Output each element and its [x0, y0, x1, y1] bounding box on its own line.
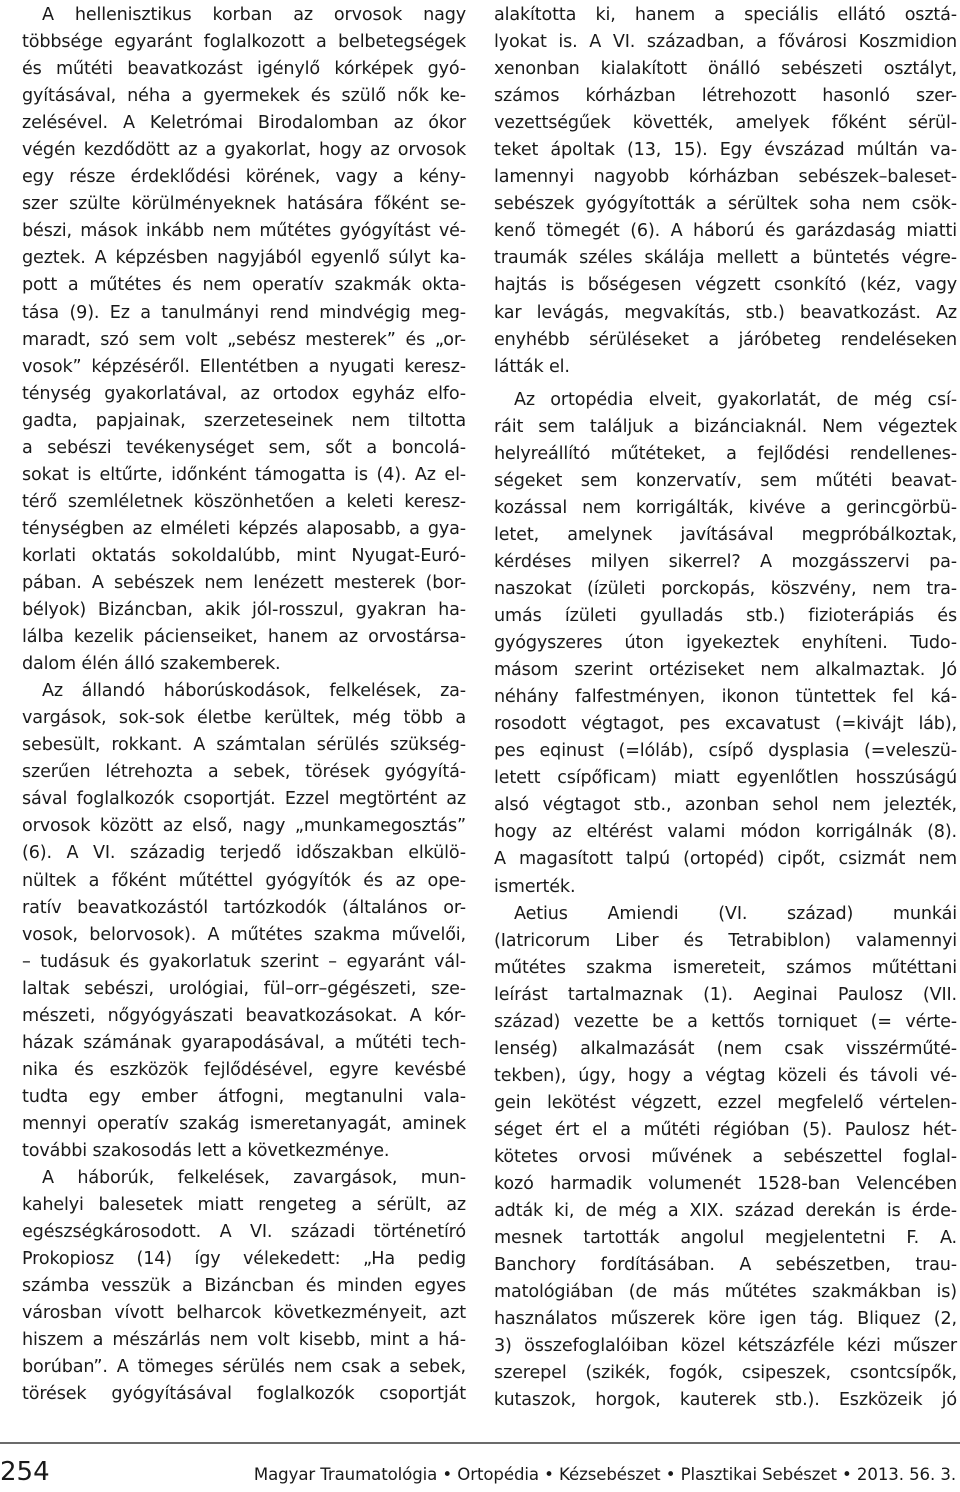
- text-line: szerepel (szikék, fogók, csipeszek, csontcsípők,: [494, 1363, 957, 1384]
- text-line: naszokat (ízületi porckopás, köszvény, nem tra-: [494, 578, 957, 599]
- text-line: ráit sem találjuk a bizánciaknál. Nem végeztek: [494, 416, 957, 437]
- text-line: szer szülte körülményeknek hatására főként se-: [22, 194, 466, 215]
- text-line: tudta egy ember átfogni, megtanulni vala-: [22, 1086, 466, 1107]
- text-line: xenonban kialakított önálló sebészeti osztályt,: [494, 59, 957, 80]
- left-text-column: [22, 0, 466, 1406]
- text-line: számba vesszük a Bizáncban és minden egyes: [22, 1276, 466, 1297]
- text-line: letet, amelynek javításával megpróbálkoztak,: [494, 524, 957, 545]
- text-line: letett csípőficam) miatt egyenlőtlen hosszúságú: [494, 768, 957, 789]
- text-line: néhány falfestményen, ikonon tüntettek fel ká-: [494, 687, 957, 708]
- text-line: Az ortopédia elveit, gyakorlatát, de még csí-: [514, 389, 957, 410]
- text-line: sával foglalkozók csoportját. Ezzel megtörtént az: [22, 789, 466, 810]
- text-line: sebesült, rokkant. A számtalan sérülés szükség-: [22, 735, 466, 756]
- text-line: kozással nem korrigálták, kivéve a gerincgörbü-: [494, 497, 957, 518]
- text-line: séget ért el a műtéti régióban (5). Paulosz hét-: [494, 1119, 957, 1140]
- text-line: házak számának gyarapodásával, a műtéti tech-: [22, 1032, 466, 1053]
- text-line: nika és eszközök fejlődésével, egyre kevésbé: [22, 1059, 466, 1080]
- text-line: ratív beavatkozástól tartózkodók (általános or-: [22, 897, 466, 918]
- text-line: laltak sebészi, urológiai, fül–orr–gégészeti, sze-: [22, 978, 466, 999]
- text-line: térő szemléletnek köszönhetően a keleti keresz-: [22, 491, 466, 512]
- text-line: Prokopiosz (14) így vélekedett: „Ha pedig: [22, 1249, 466, 1270]
- text-line: adták ki, de még a XIX. század derekán is érde-: [494, 1201, 957, 1222]
- text-line: sebészek gyógyították a sérültek soha nem csök-: [494, 194, 957, 215]
- text-line: traumák széles skálája mellett a büntetés végre-: [494, 248, 957, 269]
- text-line: vargások, sok-sok életbe kerültek, még több a: [22, 708, 466, 729]
- page-number: 254: [0, 1457, 50, 1487]
- text-line: (6). A VI. századig terjedő időszakban elkülö-: [22, 843, 466, 864]
- text-line: (Iatricorum Liber és Tetrabiblon) valamennyi: [494, 930, 957, 951]
- text-line: A magasított talpú (ortopéd) cipőt, csizmát nem: [494, 849, 957, 870]
- text-line: Az állandó háborúskodások, felkelések, za-: [42, 681, 466, 702]
- text-line: korlati oktatás sokoldalúbb, mint Nyugat-Euró-: [22, 545, 466, 566]
- right-text-column: [494, 0, 957, 1412]
- text-line: alsó végtagot stb., azonban sehol nem jelezték,: [494, 795, 957, 816]
- text-line: műtétes szakma ismereteit, számos műtéttani: [494, 957, 957, 978]
- text-line: lenség) alkalmazását (nem csak visszérműté-: [494, 1038, 957, 1059]
- text-line: végén kezdődött az a gyakorlat, hogy az orvosok: [22, 140, 466, 161]
- text-line: kozó harmadik volumenét 1528-ban Velencében: [494, 1174, 957, 1195]
- text-line: vosok, belorvosok). A műtétes szakma művelői,: [22, 924, 466, 945]
- text-line: teket ápoltak (13, 15). Egy évszázad múltán va-: [494, 140, 957, 161]
- text-line: kar levágás, megvakítás, stb.) beavatkozást. Az: [494, 302, 957, 323]
- text-line: további szakosodás lett a következménye.: [22, 1140, 390, 1161]
- text-line: tása (9). Ez a tanulmányi rend mindvégig meg-: [22, 302, 466, 323]
- text-line: kérdéses milyen sikerrel? A mozgásszervi pa-: [494, 551, 957, 572]
- text-line: pában. A sebészek nem lenézett mesterek (bor-: [22, 572, 466, 593]
- text-line: hogy az eltérést valami módon korrigálnák (8).: [494, 822, 957, 843]
- text-line: szerűen létrehozta a sebek, törések gyógyítá-: [22, 762, 466, 783]
- text-line: nültek a főként műtéttel gyógyítók és az ope-: [22, 870, 466, 891]
- text-line: dalom élén álló szakemberek.: [22, 654, 281, 675]
- text-line: A háborúk, felkelések, zavargások, mun-: [42, 1168, 466, 1189]
- text-line: lálba kezelik pácienseiket, hanem az orvostársa-: [22, 627, 466, 648]
- text-line: mennyi operatív szakág ismeretanyagát, aminek: [22, 1113, 466, 1134]
- text-line: kahelyi balesetek miatt rengeteg a sérült, az: [22, 1195, 466, 1216]
- text-line: enyhébb sérüléseket a járóbeteg rendeléseken: [494, 329, 957, 350]
- text-line: helyreállító műtéteket, a fejlődési rendellenes-: [494, 443, 957, 464]
- text-line: kötetes orvosi művének a sebészettel foglal-: [494, 1146, 957, 1167]
- text-line: leírást tartalmaznak (1). Aeginai Paulosz (VII.: [494, 984, 957, 1005]
- footer-rule: [0, 1442, 960, 1444]
- text-line: városban vívott belharcok következményeit, azt: [22, 1303, 466, 1324]
- text-line: geztek. A képzésben nagyjából egyenlő súlyt ka-: [22, 248, 466, 269]
- text-line: borúban”. A tömeges sérülés nem csak a sebek,: [22, 1357, 466, 1378]
- text-line: vosok” képzéséről. Ellentétben a nyugati keresz-: [22, 356, 466, 377]
- text-line: ténységben az elméleti képzés alaposabb, a gya-: [22, 518, 466, 539]
- text-line: gyógyszeres úton igyekeztek enyhíteni. Tudo-: [494, 633, 957, 654]
- text-line: mesnek tartották angolul megjelentetni F. A.: [494, 1228, 957, 1249]
- text-line: mészeti, nőgyógyászati beavatkozásokat. A kór-: [22, 1005, 466, 1026]
- text-line: alakította ki, hanem a speciális ellátó osztá-: [494, 5, 957, 25]
- text-line: pes eqinust (=lóláb), csípő dysplasia (=veleszü-: [494, 741, 957, 762]
- text-line: maradt, szó sem volt „sebész mesterek” és „or-: [22, 329, 466, 350]
- text-line: kutaszok, horgok, kauterek stb.). Eszközeik jó: [494, 1390, 957, 1411]
- text-line: bélyok) Bizáncban, akik jól-rosszul, gyakran ha-: [22, 600, 466, 621]
- text-line: Banchory fordításában. A sebészetben, trau-: [494, 1255, 957, 1276]
- text-line: ténység gyakorlatával, az ortodox egyház elfo-: [22, 383, 466, 404]
- text-line: a sebészi tevékenységet sem, sőt a boncolá-: [22, 437, 466, 458]
- text-line: egészségkárosodott. A VI. századi történetíró: [22, 1222, 466, 1243]
- text-line: többsége egyaránt foglalkozott a belbetegségek: [22, 32, 466, 53]
- text-line: Aetius Amiendi (VI. század) munkái: [514, 903, 957, 924]
- text-line: másom szerint ortéziseket nem alkalmaztak. Jó: [494, 660, 957, 681]
- journal-footer: Magyar Traumatológia • Ortopédia • Kézsebészet • Plasztikai Sebészet • 2013. 56. 3.: [253, 1465, 956, 1484]
- text-line: matológiában (de más műtétes szakmákban is): [494, 1282, 957, 1303]
- text-line: egy része érdeklődési körének, vagy a kény-: [22, 167, 466, 188]
- text-line: használatos műszerek köre igen tág. Bliquez (2,: [494, 1309, 957, 1330]
- text-line: ismerték.: [494, 876, 576, 897]
- text-line: rosodott végtagot, pes excavatust (=kivájt láb),: [494, 714, 957, 735]
- text-line: sokat is eltűrte, időnként támogatta is (4). Az el-: [22, 464, 466, 485]
- text-line: gyításával, néha a gyermekek és szülő nők ke-: [22, 86, 466, 107]
- text-line: pott a műtétes és nem operatív szakmák okta-: [22, 275, 466, 296]
- text-line: gadta, papjainak, szerzeteseinek nem tiltotta: [22, 410, 466, 431]
- text-line: gein lekötést végzett, ezzel megfelelő vértelen-: [494, 1092, 957, 1113]
- text-line: és műtéti beavatkozást igénylő kórképek gyó-: [22, 59, 466, 80]
- text-line: vezettségűek követték, amelyek főként sérül-: [494, 113, 957, 134]
- text-line: bészi, mások inkább nem műtétes gyógyítást vé-: [22, 221, 466, 242]
- text-line: század) vezette be a kettős torniquet (= vérte-: [494, 1011, 957, 1032]
- text-line: – tudásuk és gyakorlatuk szerint – egyaránt vál-: [22, 951, 466, 972]
- text-line: lyokat is. A VI. században, a fővárosi Koszmidion: [494, 32, 957, 53]
- text-line: 3) összefoglalóiban közel kétszázféle kézi műszer: [494, 1336, 957, 1357]
- text-line: ségeket sem konzervatív, sem műtéti beavat-: [494, 470, 957, 491]
- text-line: törések gyógyításával foglalkozók csoportját: [22, 1384, 466, 1405]
- text-line: hiszem a mészárlás nem volt kisebb, mint a há-: [22, 1330, 466, 1351]
- text-line: A hellenisztikus korban az orvosok nagy: [42, 5, 466, 25]
- text-line: hajtás is bőségesen végzett csonkító (kéz, vagy: [494, 275, 957, 296]
- text-line: tekben), úgy, hogy a végtag közeli és távoli vé-: [494, 1065, 957, 1086]
- text-line: orvosok között az első, nagy „munkamegosztás”: [22, 816, 466, 837]
- text-line: umás ízületi gyulladás stb.) fizioterápiás és: [494, 606, 957, 627]
- text-line: látták el.: [494, 356, 570, 377]
- text-line: számos kórházban létrehozott hasonló szer-: [494, 86, 957, 107]
- text-line: lamennyi nagyobb kórházban sebészek–baleset-: [494, 167, 957, 188]
- text-line: kenő tömegét (6). A háború és garázdaság miatti: [494, 221, 957, 242]
- text-line: zelésével. A Keletrómai Birodalomban az ókor: [22, 113, 466, 134]
